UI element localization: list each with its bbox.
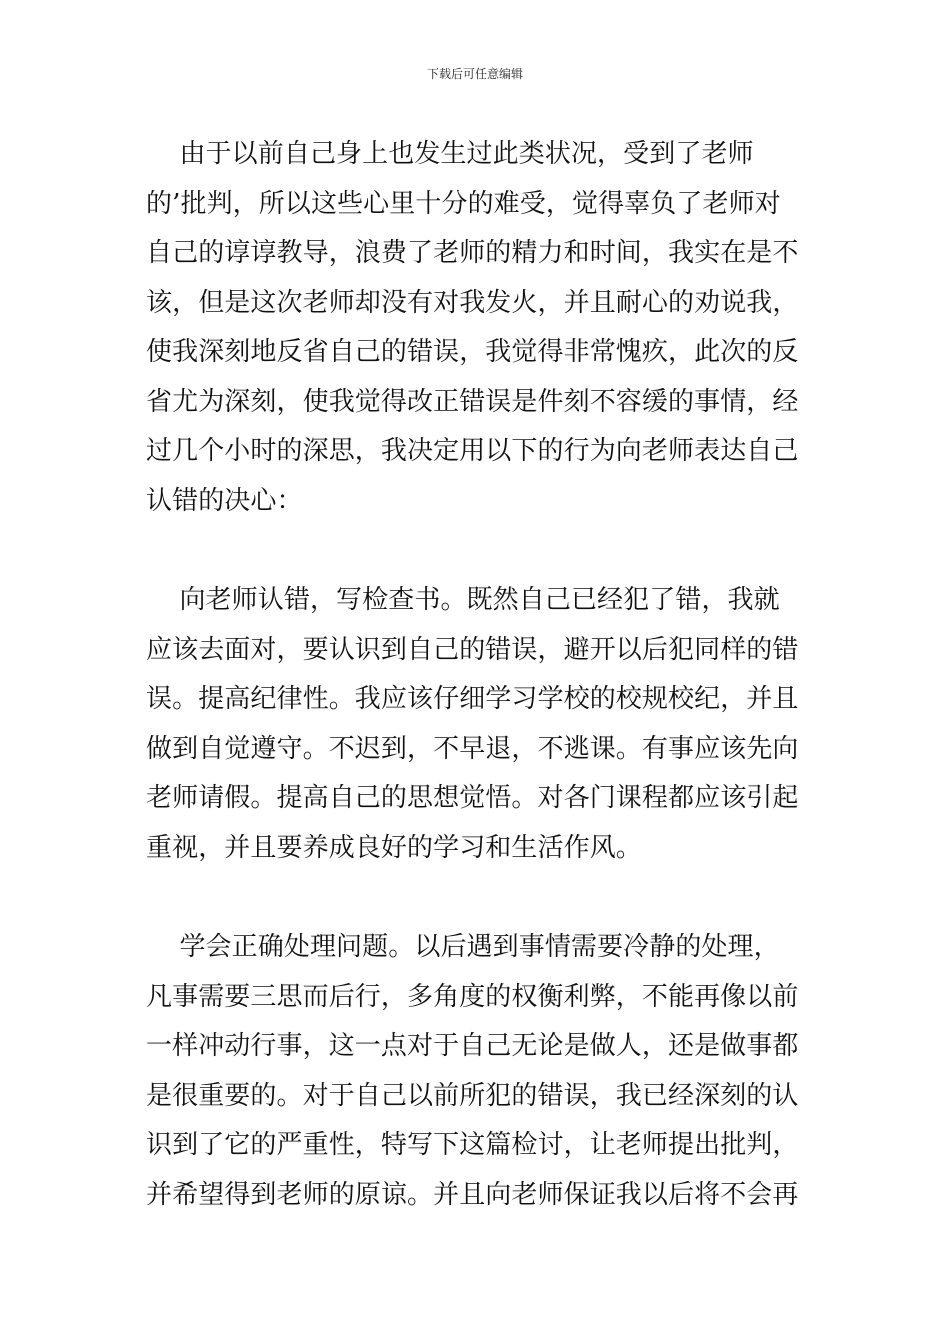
text-line: 一样冲动行事，这一点对于自己无论是做人，还是做事都 <box>146 1031 799 1061</box>
text-line: 并希望得到老师的原谅。并且向老师保证我以后将不会再 <box>146 1179 799 1210</box>
text-line: 做到自觉遵守。不迟到，不早退，不逃课。有事应该先向 <box>146 733 799 764</box>
text-line: 凡事需要三思而后行，多角度的权衡利弊，不能再像以前 <box>146 981 799 1012</box>
text-line: 误。提高纪律性。我应该仔细学习学校的校规校纪，并且 <box>146 684 799 714</box>
text-line: 省尤为深刻，使我觉得改正错误是件刻不容缓的事情，经 <box>146 386 799 417</box>
text-line: 学会正确处理问题。以后遇到事情需要冷静的处理， <box>146 932 780 962</box>
text-line: 是很重要的。对于自己以前所犯的错误，我已经深刻的认 <box>146 1080 799 1111</box>
paragraph-spacer <box>146 526 808 576</box>
paragraph-spacer <box>146 873 808 923</box>
text-line: 识到了它的严重性，特写下这篇检讨，让老师提出批判， <box>146 1130 799 1160</box>
text-line: 由于以前自己身上也发生过此类状况，受到了老师 <box>146 139 754 169</box>
text-line: 自己的谆谆教导，浪费了老师的精力和时间，我实在是不 <box>146 238 799 268</box>
text-line: 认错的决心： <box>146 485 303 516</box>
text-line: 使我深刻地反省自己的错误，我觉得非常愧疚，此次的反 <box>146 337 799 367</box>
text-line: 该，但是这次老师却没有对我发火，并且耐心的劝说我， <box>146 287 799 318</box>
paragraph-2 <box>146 576 808 873</box>
text-line: 的’批判，所以这些心里十分的难受，觉得辜负了老师对 <box>146 188 781 219</box>
text-line: 向老师认错，写检查书。既然自己已经犯了错，我就 <box>146 585 780 615</box>
paragraph-1 <box>146 130 808 526</box>
page-header: 下载后可任意编辑 <box>426 67 523 81</box>
document-body <box>146 130 808 1220</box>
text-line: 重视，并且要养成良好的学习和生活作风。 <box>146 832 642 863</box>
text-line: 应该去面对，要认识到自己的错误，避开以后犯同样的错 <box>146 634 799 665</box>
text-line: 老师请假。提高自己的思想觉悟。对各门课程都应该引起 <box>146 783 799 813</box>
paragraph-3 <box>146 923 808 1220</box>
text-line: 过几个小时的深思，我决定用以下的行为向老师表达自己 <box>146 436 799 466</box>
